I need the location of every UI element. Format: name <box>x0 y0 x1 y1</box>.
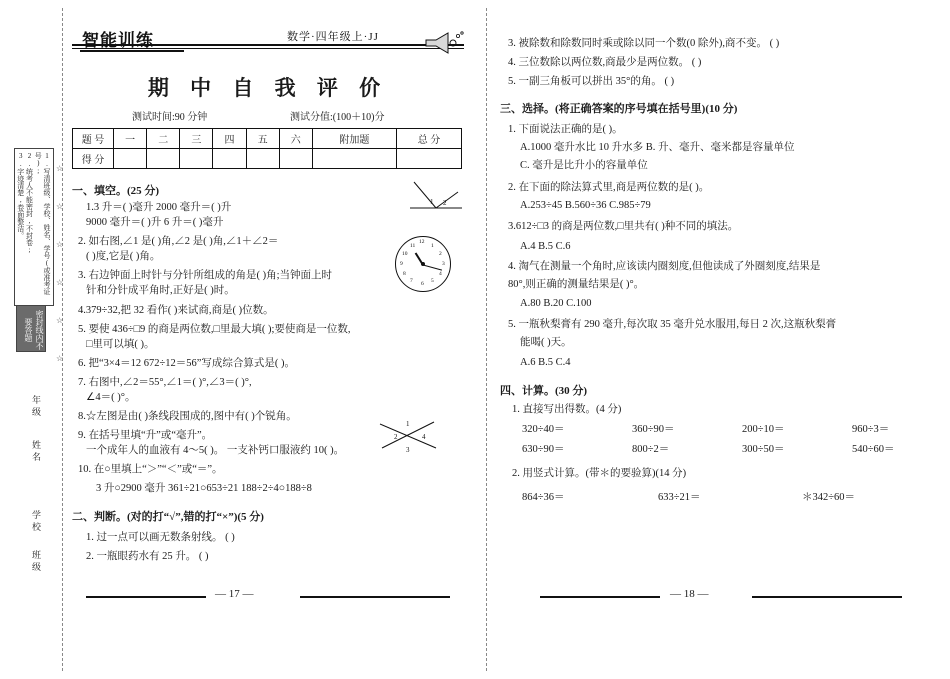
q1-line2: 9000 毫升＝( )升 6 升＝( )毫升 <box>86 217 224 228</box>
section-heading-choice: 三、选择。(将正确答案的序号填在括号里)(10 分) <box>500 103 738 115</box>
field-label-school: 学校 <box>31 510 41 534</box>
judge-item-3: 3. 被除数和除数同时乘或除以同一个数(0 除外),商不变。 ( ) <box>508 38 780 49</box>
compute-sub2: 2. 用竖式计算。(带＊的要验算)(14 分) <box>512 468 687 479</box>
score-cell <box>396 149 461 169</box>
clock-number-8: 8 <box>403 271 406 277</box>
score-table-row-label: 题 号 <box>73 129 114 149</box>
choice-1-option-c: C. 毫升是比升小的容量单位 <box>520 160 648 171</box>
oral-calc-6: 800÷2＝ <box>632 444 670 455</box>
choice-5-stem-line2: 能喝( )天。 <box>520 337 572 348</box>
notice-line-3: 3.字迹清楚,卷面整洁。 <box>16 152 25 239</box>
header-rule-thin <box>72 48 464 49</box>
field-label-grade: 年级 <box>31 395 41 419</box>
exam-notice-box <box>14 148 54 306</box>
vertical-calc-2: 633÷21＝ <box>658 492 701 503</box>
score-cell <box>213 149 246 169</box>
footer-rule-left <box>86 596 206 598</box>
q3-line2: 针和分针成平角时,正好是( )时。 <box>86 285 235 296</box>
star-icon: ☆ <box>56 202 64 211</box>
score-col-total: 总 分 <box>396 129 461 149</box>
subject-line: 数学·四年级上·JJ <box>287 31 379 43</box>
brand-underline <box>80 50 184 52</box>
q5-line2: □里可以填( )。 <box>86 339 155 350</box>
clock-number-9: 9 <box>400 261 403 267</box>
clock-center-pin <box>421 262 425 266</box>
judge-item-1: 1. 过一点可以画无数条射线。 ( ) <box>86 532 235 543</box>
svg-text:2: 2 <box>443 199 447 207</box>
svg-text:4: 4 <box>422 433 426 441</box>
q6-line: 6. 把“3×4＝12 672÷12＝56”写成综合算式是( )。 <box>78 358 295 369</box>
score-cell <box>114 149 147 169</box>
choice-5-options: A.6 B.5 C.4 <box>520 357 571 368</box>
q10-line2: 3 升○2900 毫升 361÷21○653÷21 188÷2÷4○188÷8 <box>96 483 312 494</box>
choice-4-stem-line1: 4. 淘气在测量一个角时,应该读内圈刻度,但他读成了外圈刻度,结果是 <box>508 261 821 272</box>
score-cell <box>312 149 396 169</box>
q2-line1: 2. 如右图,∠1 是( )角,∠2 是( )角,∠1＋∠2＝ <box>78 236 279 247</box>
q9-line1: 9. 在括号里填“升”或“毫升”。 <box>78 430 213 441</box>
choice-3-options: A.4 B.5 C.6 <box>520 241 571 252</box>
clock-number-3: 3 <box>442 261 445 267</box>
right-page <box>480 0 950 679</box>
score-col-1: 一 <box>114 129 147 149</box>
choice-2-options: A.253÷45 B.560÷36 C.985÷79 <box>520 200 651 211</box>
svg-text:1: 1 <box>406 420 410 428</box>
clock-number-6: 6 <box>421 281 424 287</box>
exam-duration: 测试时间:90 分钟 <box>132 112 208 123</box>
megaphone-icon <box>422 30 466 56</box>
q7-line2: ∠4＝( )°。 <box>86 392 136 403</box>
right-fold-line <box>486 8 487 671</box>
clock-number-1: 1 <box>431 243 434 249</box>
judge-item-2: 2. 一瓶眼药水有 25 升。 ( ) <box>86 551 209 562</box>
choice-4-stem-line2: 80°,则正确的测量结果是( )°。 <box>508 279 645 290</box>
score-col-bonus: 附加题 <box>312 129 396 149</box>
star-icon: ☆ <box>56 354 64 363</box>
oral-calc-7: 300÷50＝ <box>742 444 785 455</box>
header-band <box>72 14 467 60</box>
clock-number-11: 11 <box>410 243 416 249</box>
q8-line: 8.☆左图是由( )条线段围成的,图中有( )个锐角。 <box>78 411 297 422</box>
q5-line1: 5. 要使 436÷□9 的商是两位数,□里最大填( );要使商是一位数, <box>78 324 351 335</box>
field-label-name: 姓名 <box>31 440 41 464</box>
section-heading-judge: 二、判断。(对的打“√”,错的打“×”)(5 分) <box>72 511 264 523</box>
choice-1-options-ab: A.1000 毫升水比 10 升水多 B. 升、毫升、毫米都是容量单位 <box>520 142 795 153</box>
notice-line-2: 2.统考人不能密封,不封卷; <box>25 152 34 254</box>
score-col-3: 三 <box>180 129 213 149</box>
clock-number-10: 10 <box>402 251 408 257</box>
score-table <box>72 128 462 169</box>
score-cell <box>246 149 279 169</box>
header-rule-thick <box>72 44 464 46</box>
clock-number-12: 12 <box>419 239 425 245</box>
field-label-class: 班级 <box>31 550 41 574</box>
oral-calc-3: 200÷10＝ <box>742 424 785 435</box>
clock-number-2: 2 <box>439 251 442 257</box>
section-heading-fill: 一、填空。(25 分) <box>72 185 160 197</box>
page-number-left: — 17 — <box>215 588 254 600</box>
q2-line2: ( )度,它是( )角。 <box>86 251 161 262</box>
star-icon: ☆ <box>56 278 64 287</box>
vertical-calc-1: 864÷36＝ <box>522 492 565 503</box>
clock-number-7: 7 <box>410 278 413 284</box>
page-number-right: — 18 — <box>670 588 709 600</box>
choice-3-stem: 3.612÷□3 的商是两位数,□里共有( )种不同的填法。 <box>508 221 739 232</box>
svg-text:2: 2 <box>394 433 398 441</box>
oral-calc-1: 320÷40＝ <box>522 424 565 435</box>
q10-line1: 10. 在○里填上“＞”“＜”或“＝”。 <box>78 464 223 475</box>
exam-total-score: 测试分值:(100＋10)分 <box>290 112 385 123</box>
oral-calc-2: 360÷90＝ <box>632 424 675 435</box>
score-table-row-label-2: 得 分 <box>73 149 114 169</box>
judge-item-5: 5. 一副三角板可以拼出 35°的角。 ( ) <box>508 76 675 87</box>
svg-text:3: 3 <box>406 446 410 454</box>
brand-logo: 智能训练 <box>82 31 154 50</box>
star-icon: ☆ <box>56 316 64 325</box>
score-cell <box>147 149 180 169</box>
choice-4-options: A.80 B.20 C.100 <box>520 298 592 309</box>
q4-line: 4.379÷32,把 32 看作( )来试商,商是( )位数。 <box>78 305 274 316</box>
score-col-2: 二 <box>147 129 180 149</box>
judge-item-4: 4. 三位数除以两位数,商最少是两位数。 ( ) <box>508 57 702 68</box>
oral-calc-4: 960÷3＝ <box>852 424 890 435</box>
q7-line1: 7. 右图中,∠2＝55°,∠1＝( )°,∠3＝( )°, <box>78 377 252 388</box>
star-decoration-column <box>56 150 63 378</box>
compute-sub1: 1. 直接写出得数。(4 分) <box>512 404 622 415</box>
star-icon: ☆ <box>56 240 64 249</box>
choice-1-stem: 1. 下面说法正确的是( )。 <box>508 124 623 135</box>
angle-figure-q2 <box>408 178 464 212</box>
table-row <box>73 149 462 169</box>
vertical-calc-3: ＊342÷60＝ <box>802 492 856 503</box>
score-cell <box>180 149 213 169</box>
oral-calc-5: 630÷90＝ <box>522 444 565 455</box>
clock-figure-q3 <box>395 236 451 292</box>
oral-calc-8: 540÷60＝ <box>852 444 895 455</box>
svg-text:1: 1 <box>430 198 434 206</box>
footer-rule-left-2 <box>540 596 660 598</box>
score-col-4: 四 <box>213 129 246 149</box>
q9-line2: 一个成年人的血液有 4～5( )。 一支补钙口服液约 10( )。 <box>86 445 345 456</box>
table-row <box>73 129 462 149</box>
choice-2-stem: 2. 在下面的除法算式里,商是两位数的是( )。 <box>508 182 710 193</box>
seal-line-box: 密封线内不要答题 <box>16 305 46 352</box>
q1-line1: 1.3 升＝( )毫升 2000 毫升＝( )升 <box>86 202 232 213</box>
section-heading-compute: 四、计算。(30 分) <box>500 385 588 397</box>
score-col-5: 五 <box>246 129 279 149</box>
footer-rule-right-2 <box>752 596 902 598</box>
footer-rule-right <box>300 596 450 598</box>
q3-line1: 3. 右边钟面上时针与分针所组成的角是( )角;当钟面上时 <box>78 270 333 281</box>
score-cell <box>279 149 312 169</box>
clock-minute-hand <box>422 264 442 270</box>
star-icon: ☆ <box>56 164 64 173</box>
choice-5-stem-line1: 5. 一瓶秋梨膏有 290 毫升,每次取 35 毫升兑水服用,每日 2 次,这瓶秋梨膏 <box>508 319 837 330</box>
page-title: 期 中 自 我 评 价 <box>147 76 389 100</box>
clock-number-5: 5 <box>431 278 434 284</box>
notice-line-1: 1.写清班级、学校、姓名、学号(或准考证号); <box>34 152 51 295</box>
clock-number-4: 4 <box>439 271 442 277</box>
score-col-6: 六 <box>279 129 312 149</box>
